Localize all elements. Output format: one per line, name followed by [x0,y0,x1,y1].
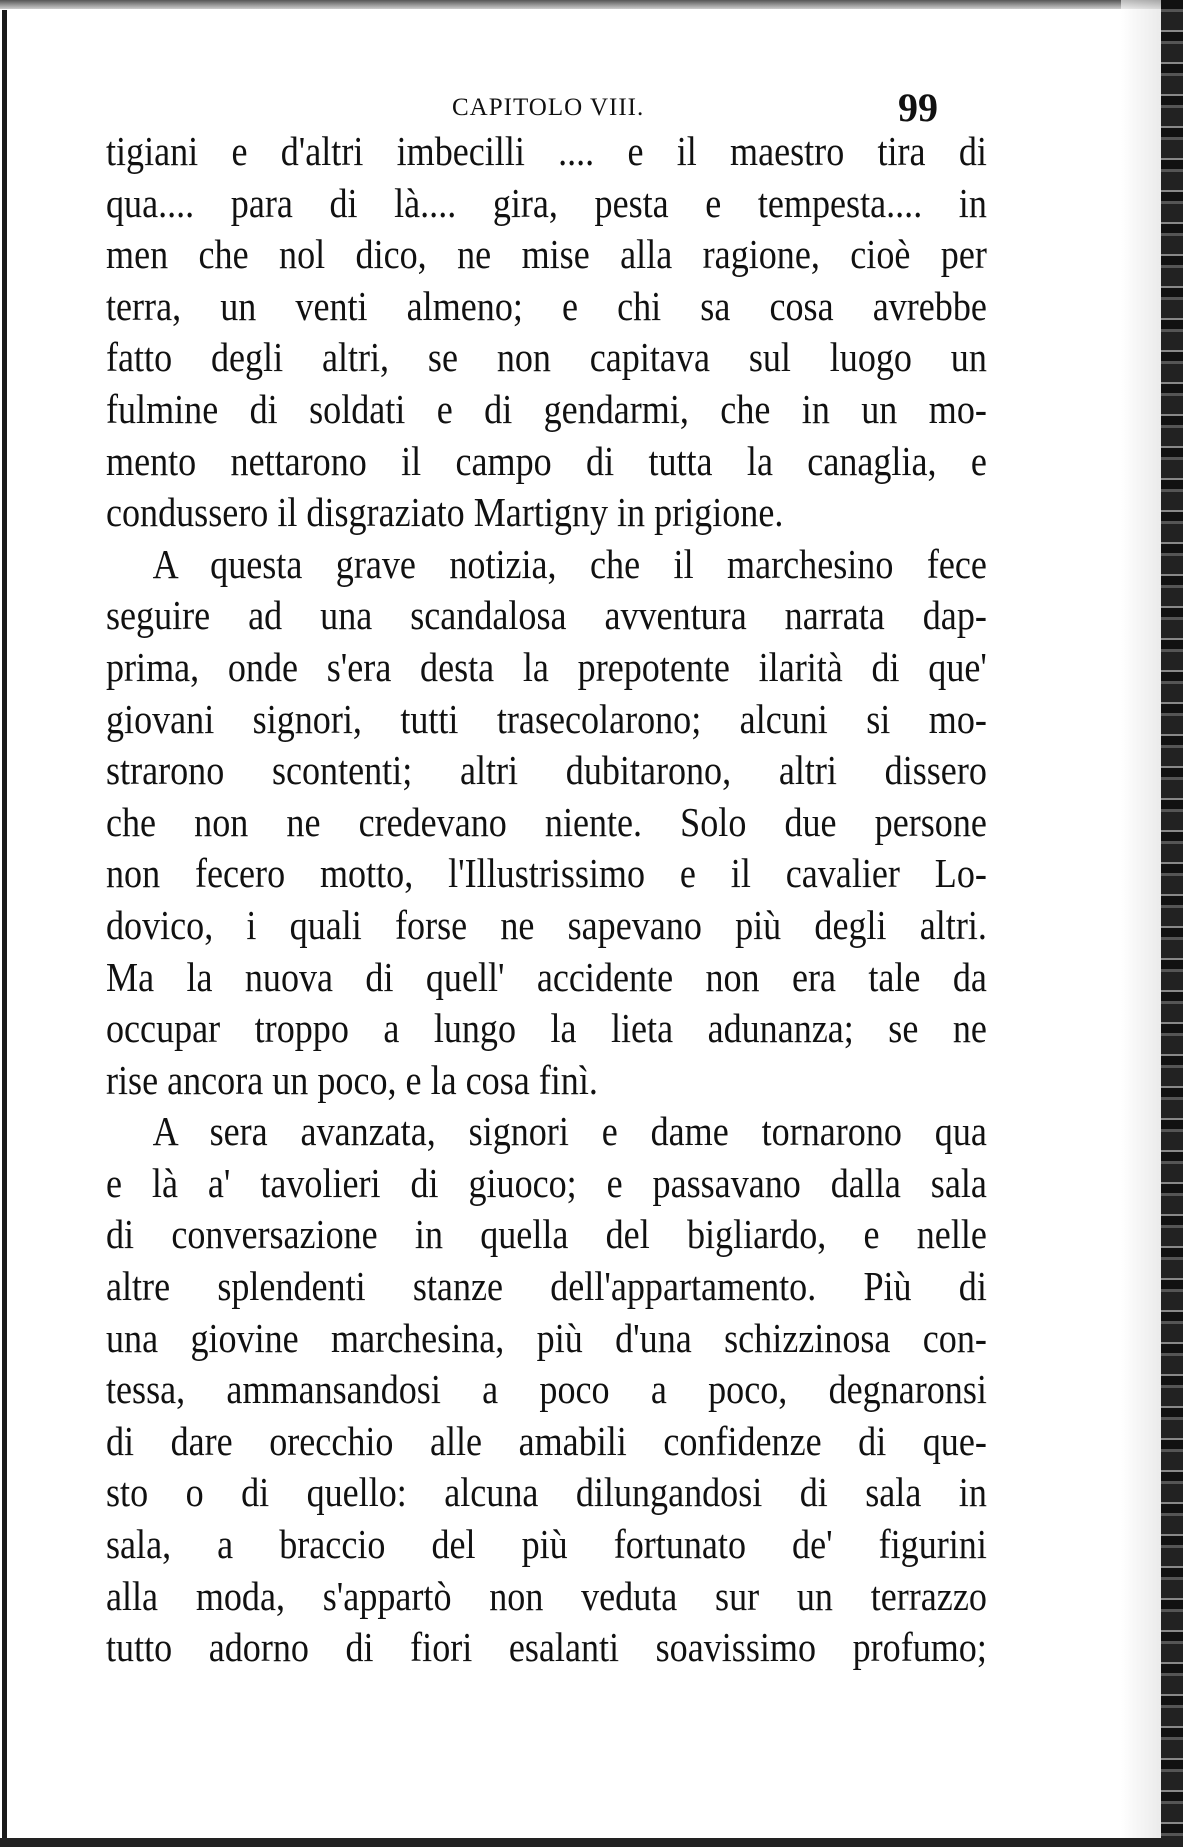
page-header [0,85,1183,130]
text-line: mento nettarono il campo di tutta la canaglia, e [106,437,987,484]
text-line: tigiani e d'altri imbecilli .... e il maestro tira di [106,128,987,174]
text-line: A questa grave notizia, che il marchesino fece [152,540,987,587]
text-line: rise ancora un poco, e la cosa finì. [106,1056,598,1103]
text-line: condussero il disgraziato Martigny in prigione. [106,489,784,536]
text-line: qua.... para di là.... gira, pesta e tempesta.... in [106,179,987,226]
text-line: sto o di quello: alcuna dilungandosi di sala in [106,1469,987,1516]
text-line: fulmine di soldati e di gendarmi, che in un mo- [106,385,987,432]
text-line: alla moda, s'appartò non veduta sur un terrazzo [106,1572,987,1619]
text-line: strarono scontenti; altri dubitarono, altri dissero [106,747,987,794]
page-edge-shadow [1121,0,1161,1847]
page-edge-bottom [0,1838,1183,1847]
text-line: altre splendenti stanze dell'appartamento. Più di [106,1263,987,1310]
body-text [106,126,987,1674]
text-line: una giovine marchesina, più d'una schizzinosa con- [106,1314,987,1361]
text-line: che non ne credevano niente. Solo due persone [106,798,987,845]
text-line: non fecero motto, l'Illustrissimo e il cavalier Lo- [106,850,987,897]
text-line: tessa, ammansandosi a poco a poco, degnaronsi [106,1366,987,1413]
page-edge-top [0,0,1183,9]
text-line: A sera avanzata, signori e dame tornarono qua [152,1108,987,1155]
text-line: fatto degli altri, se non capitava sul luogo un [106,334,987,381]
text-line: dovico, i quali forse ne sapevano più degli altri. [106,901,987,948]
text-line: di conversazione in quella del bigliardo, e nelle [106,1211,987,1258]
text-line: seguire ad una scandalosa avventura narrata dap- [106,592,987,639]
text-line: di dare orecchio alle amabili confidenze di que- [106,1417,987,1464]
text-line: e là a' tavolieri di giuoco; e passavano dalla sala [106,1159,987,1206]
text-line: occupar troppo a lungo la lieta adunanza; se ne [106,1005,987,1052]
text-line: tutto adorno di fiori esalanti soavissimo profumo; [106,1624,987,1671]
text-line: men che nol dico, ne mise alla ragione, cioè per [106,231,987,278]
page-number: 99 [898,85,938,130]
page-edge-right [1161,0,1183,1847]
text-line: giovani signori, tutti trasecolarono; alcuni si mo- [106,695,987,742]
text-line: terra, un venti almeno; e chi sa cosa avrebbe [106,282,987,329]
running-head: CAPITOLO VIII. [452,94,645,121]
text-line: Ma la nuova di quell' accidente non era tale da [106,953,987,1000]
page-edge-left [2,10,7,1840]
text-line: prima, onde s'era desta la prepotente ilarità di que' [106,643,987,690]
text-line: sala, a braccio del più fortunato de' figurini [106,1521,987,1568]
